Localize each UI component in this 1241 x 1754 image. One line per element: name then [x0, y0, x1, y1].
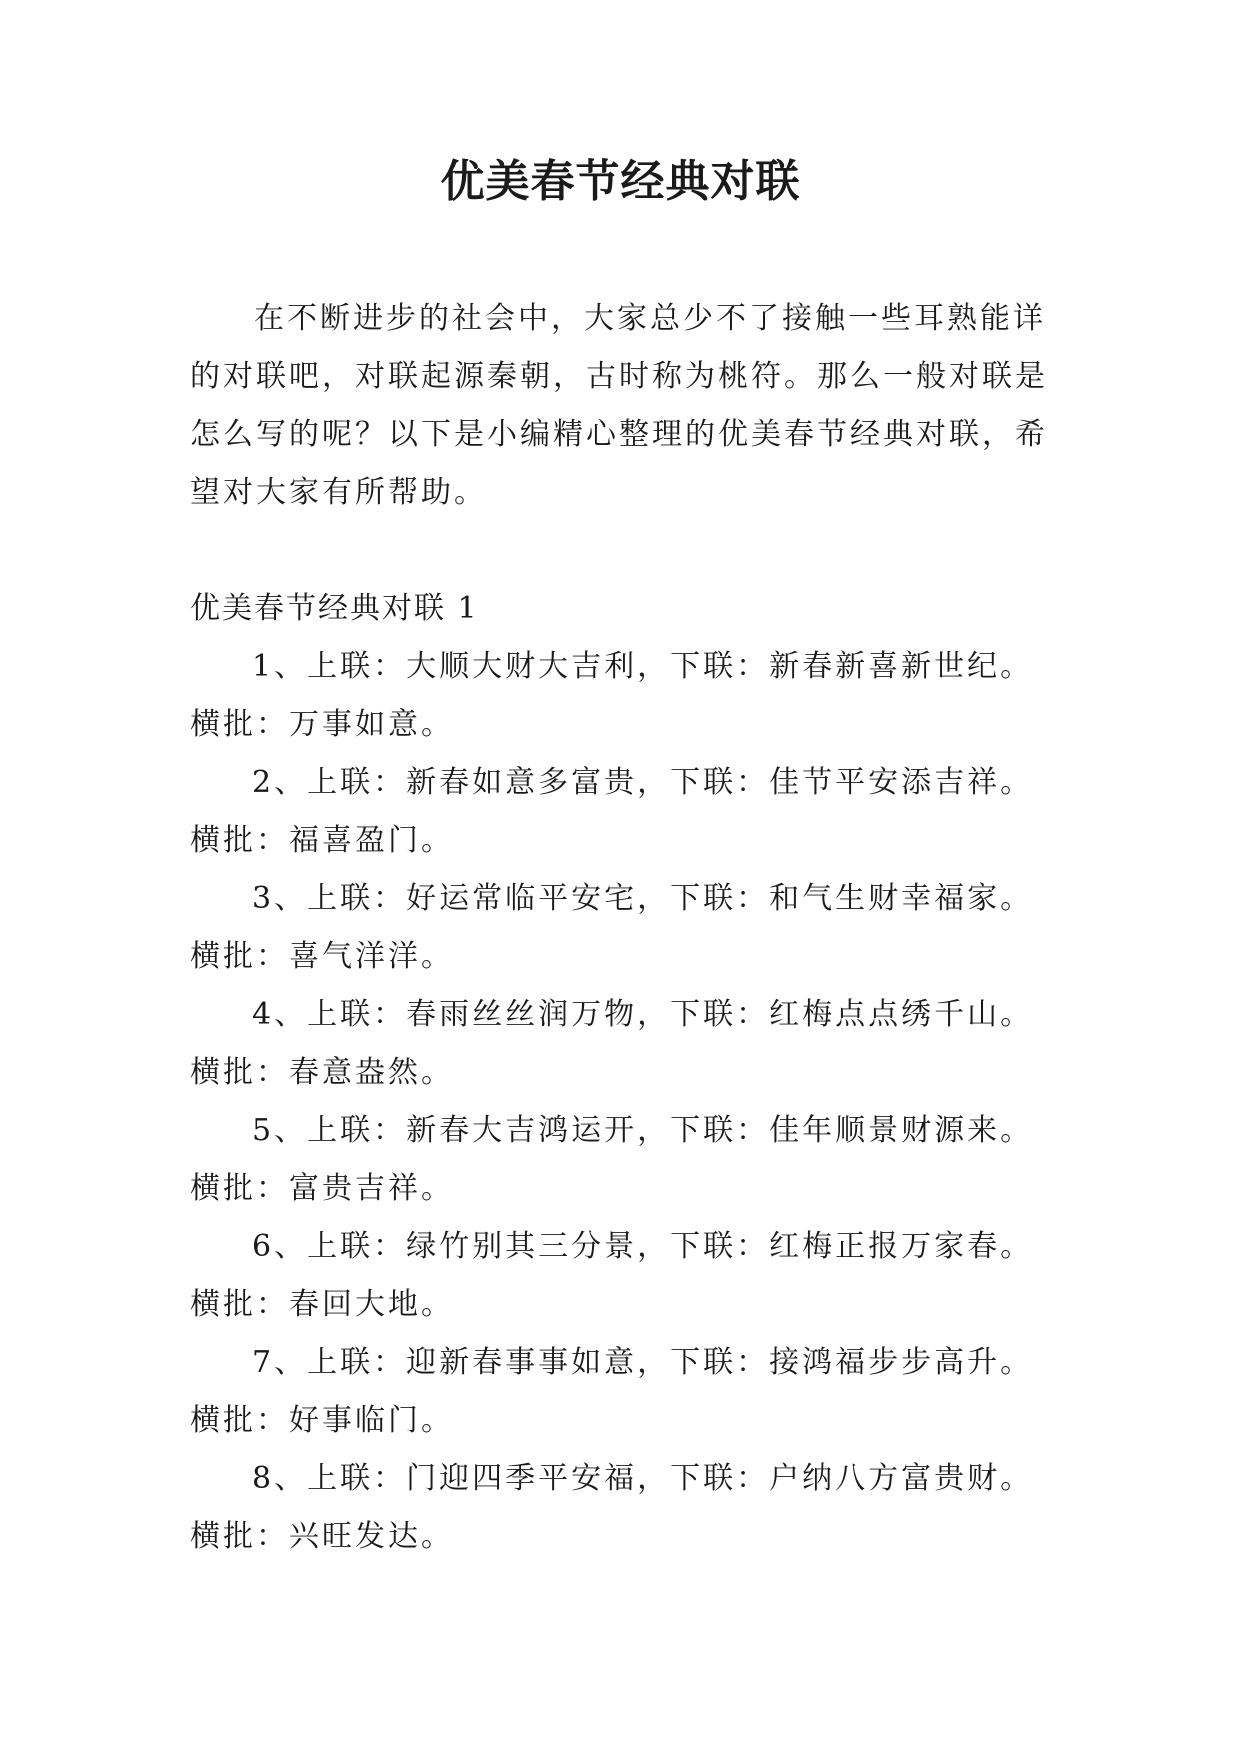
couplet-upper-lower: 5、上联：新春大吉鸿运开，下联：佳年顺景财源来。	[252, 1113, 1034, 1148]
couplet-item	[190, 1334, 1050, 1450]
couplet-item	[190, 1218, 1050, 1334]
couplet-banner: 横批：春意盎然。	[190, 1055, 454, 1090]
couplet-upper-lower: 7、上联：迎新春事事如意，下联：接鸿福步步高升。	[252, 1345, 1034, 1380]
section-heading: 优美春节经典对联 1	[190, 591, 479, 626]
couplet-banner: 横批：兴旺发达。	[190, 1519, 454, 1554]
page-title: 优美春节经典对联	[440, 156, 801, 207]
couplet-banner: 横批：喜气洋洋。	[190, 939, 454, 974]
couplet-banner: 横批：万事如意。	[190, 707, 454, 742]
intro-paragraph: 在不断进步的社会中，大家总少不了接触一些耳熟能详的对联吧，对联起源秦朝，古时称为桃符。那么一般对联是怎么写的呢？以下是小编精心整理的优美春节经典对联，希望对大家有所帮助。	[190, 301, 1048, 510]
couplet-upper-lower: 6、上联：绿竹别其三分景，下联：红梅正报万家春。	[252, 1229, 1034, 1264]
couplet-upper-lower: 3、上联：好运常临平安宅，下联：和气生财幸福家。	[252, 881, 1034, 916]
couplet-item	[190, 1450, 1050, 1566]
couplet-banner: 横批：福喜盈门。	[190, 823, 454, 858]
couplet-upper-lower: 4、上联：春雨丝丝润万物，下联：红梅点点绣千山。	[252, 997, 1034, 1032]
couplet-upper-lower: 8、上联：门迎四季平安福，下联：户纳八方富贵财。	[252, 1461, 1034, 1496]
couplet-item	[190, 870, 1050, 986]
couplet-item	[190, 1102, 1050, 1218]
couplet-banner: 横批：春回大地。	[190, 1287, 454, 1322]
couplet-banner: 横批：好事临门。	[190, 1403, 454, 1438]
couplet-list	[190, 638, 1050, 1566]
couplet-banner: 横批：富贵吉祥。	[190, 1171, 454, 1206]
couplet-upper-lower: 2、上联：新春如意多富贵，下联：佳节平安添吉祥。	[252, 765, 1034, 800]
couplet-item	[190, 638, 1050, 754]
couplet-item	[190, 754, 1050, 870]
couplet-item	[190, 986, 1050, 1102]
couplet-upper-lower: 1、上联：大顺大财大吉利，下联：新春新喜新世纪。	[252, 649, 1034, 684]
